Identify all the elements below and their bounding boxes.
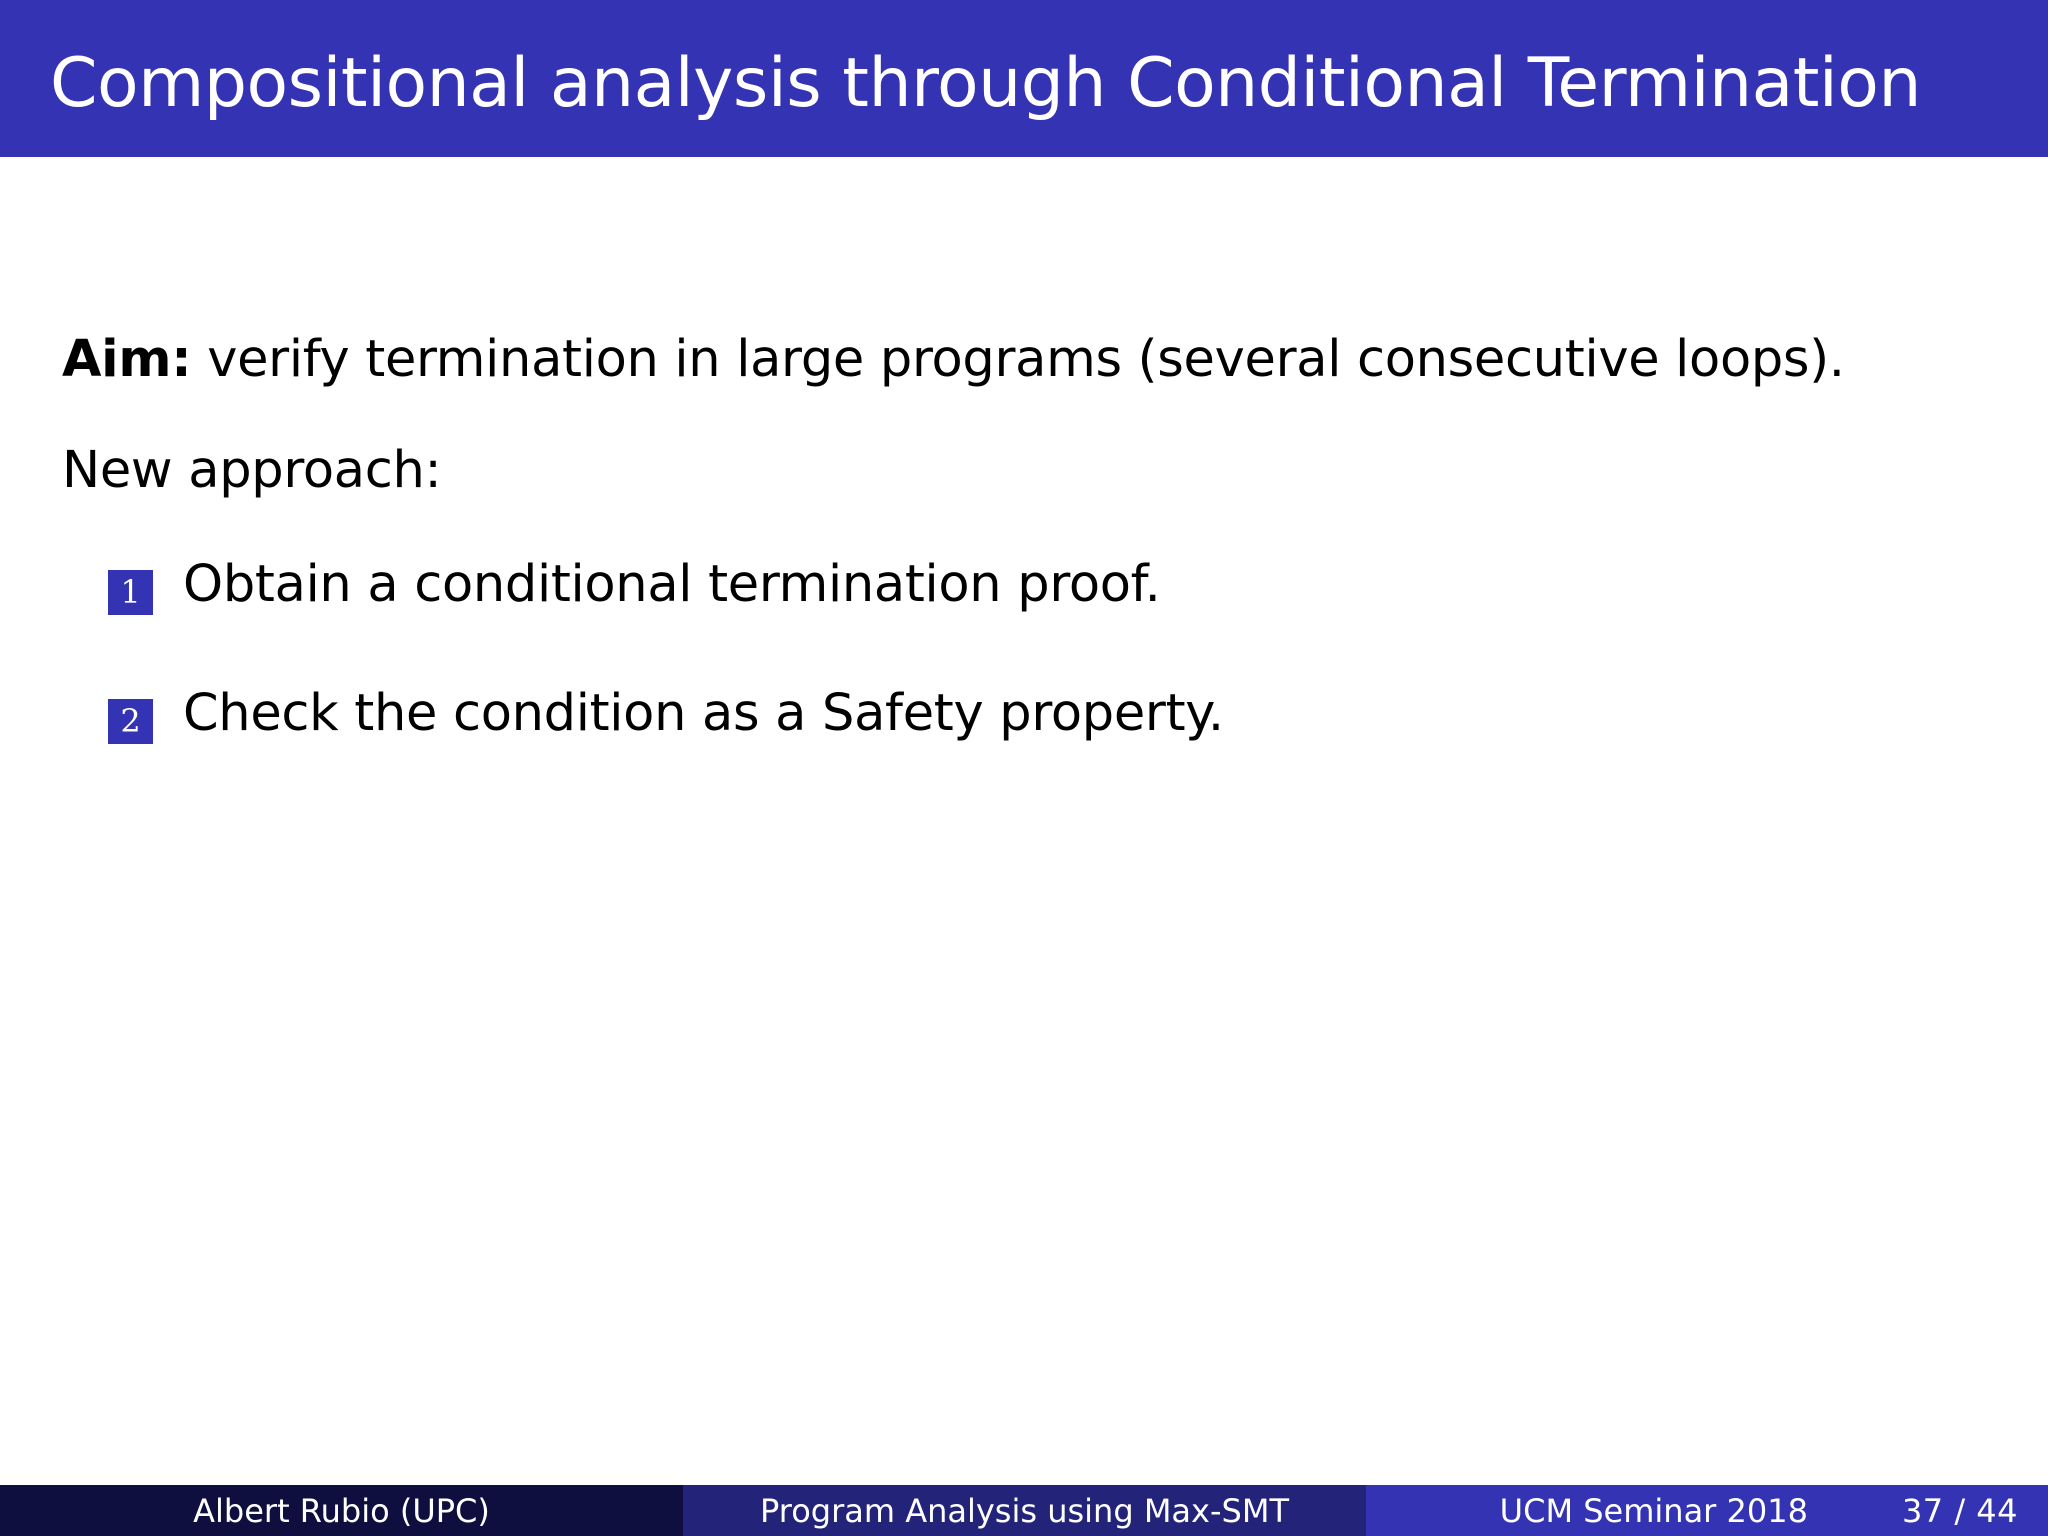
aim-text: verify termination in large programs (several consecutive loops). — [191, 330, 1845, 389]
step-text: Check the condition as a Safety property. — [183, 684, 1224, 743]
slide-header — [0, 0, 2048, 157]
footer-talk-title — [683, 1485, 1366, 1536]
step-number-badge: 1 — [108, 570, 153, 615]
step-item-1 — [108, 555, 1161, 615]
footer-event-page — [1366, 1485, 2048, 1536]
footer-talk-title-text: Program Analysis using Max-SMT — [760, 1491, 1289, 1530]
slide-title: Compositional analysis through Conditional Termination — [50, 44, 1921, 123]
approach-label: New approach: — [62, 441, 442, 500]
aim-label: Aim: — [62, 330, 192, 389]
step-number-badge: 2 — [108, 699, 153, 744]
footer-event-text: UCM Seminar 2018 — [1499, 1491, 1808, 1530]
footer-author — [0, 1485, 683, 1536]
step-item-2 — [108, 684, 1224, 744]
aim-paragraph — [62, 330, 1845, 390]
step-text: Obtain a conditional termination proof. — [183, 555, 1161, 614]
footer-author-text: Albert Rubio (UPC) — [193, 1491, 490, 1530]
page-number: 37 / 44 — [1901, 1491, 2018, 1530]
slide-body — [0, 157, 2048, 1485]
slide-footer — [0, 1485, 2048, 1536]
